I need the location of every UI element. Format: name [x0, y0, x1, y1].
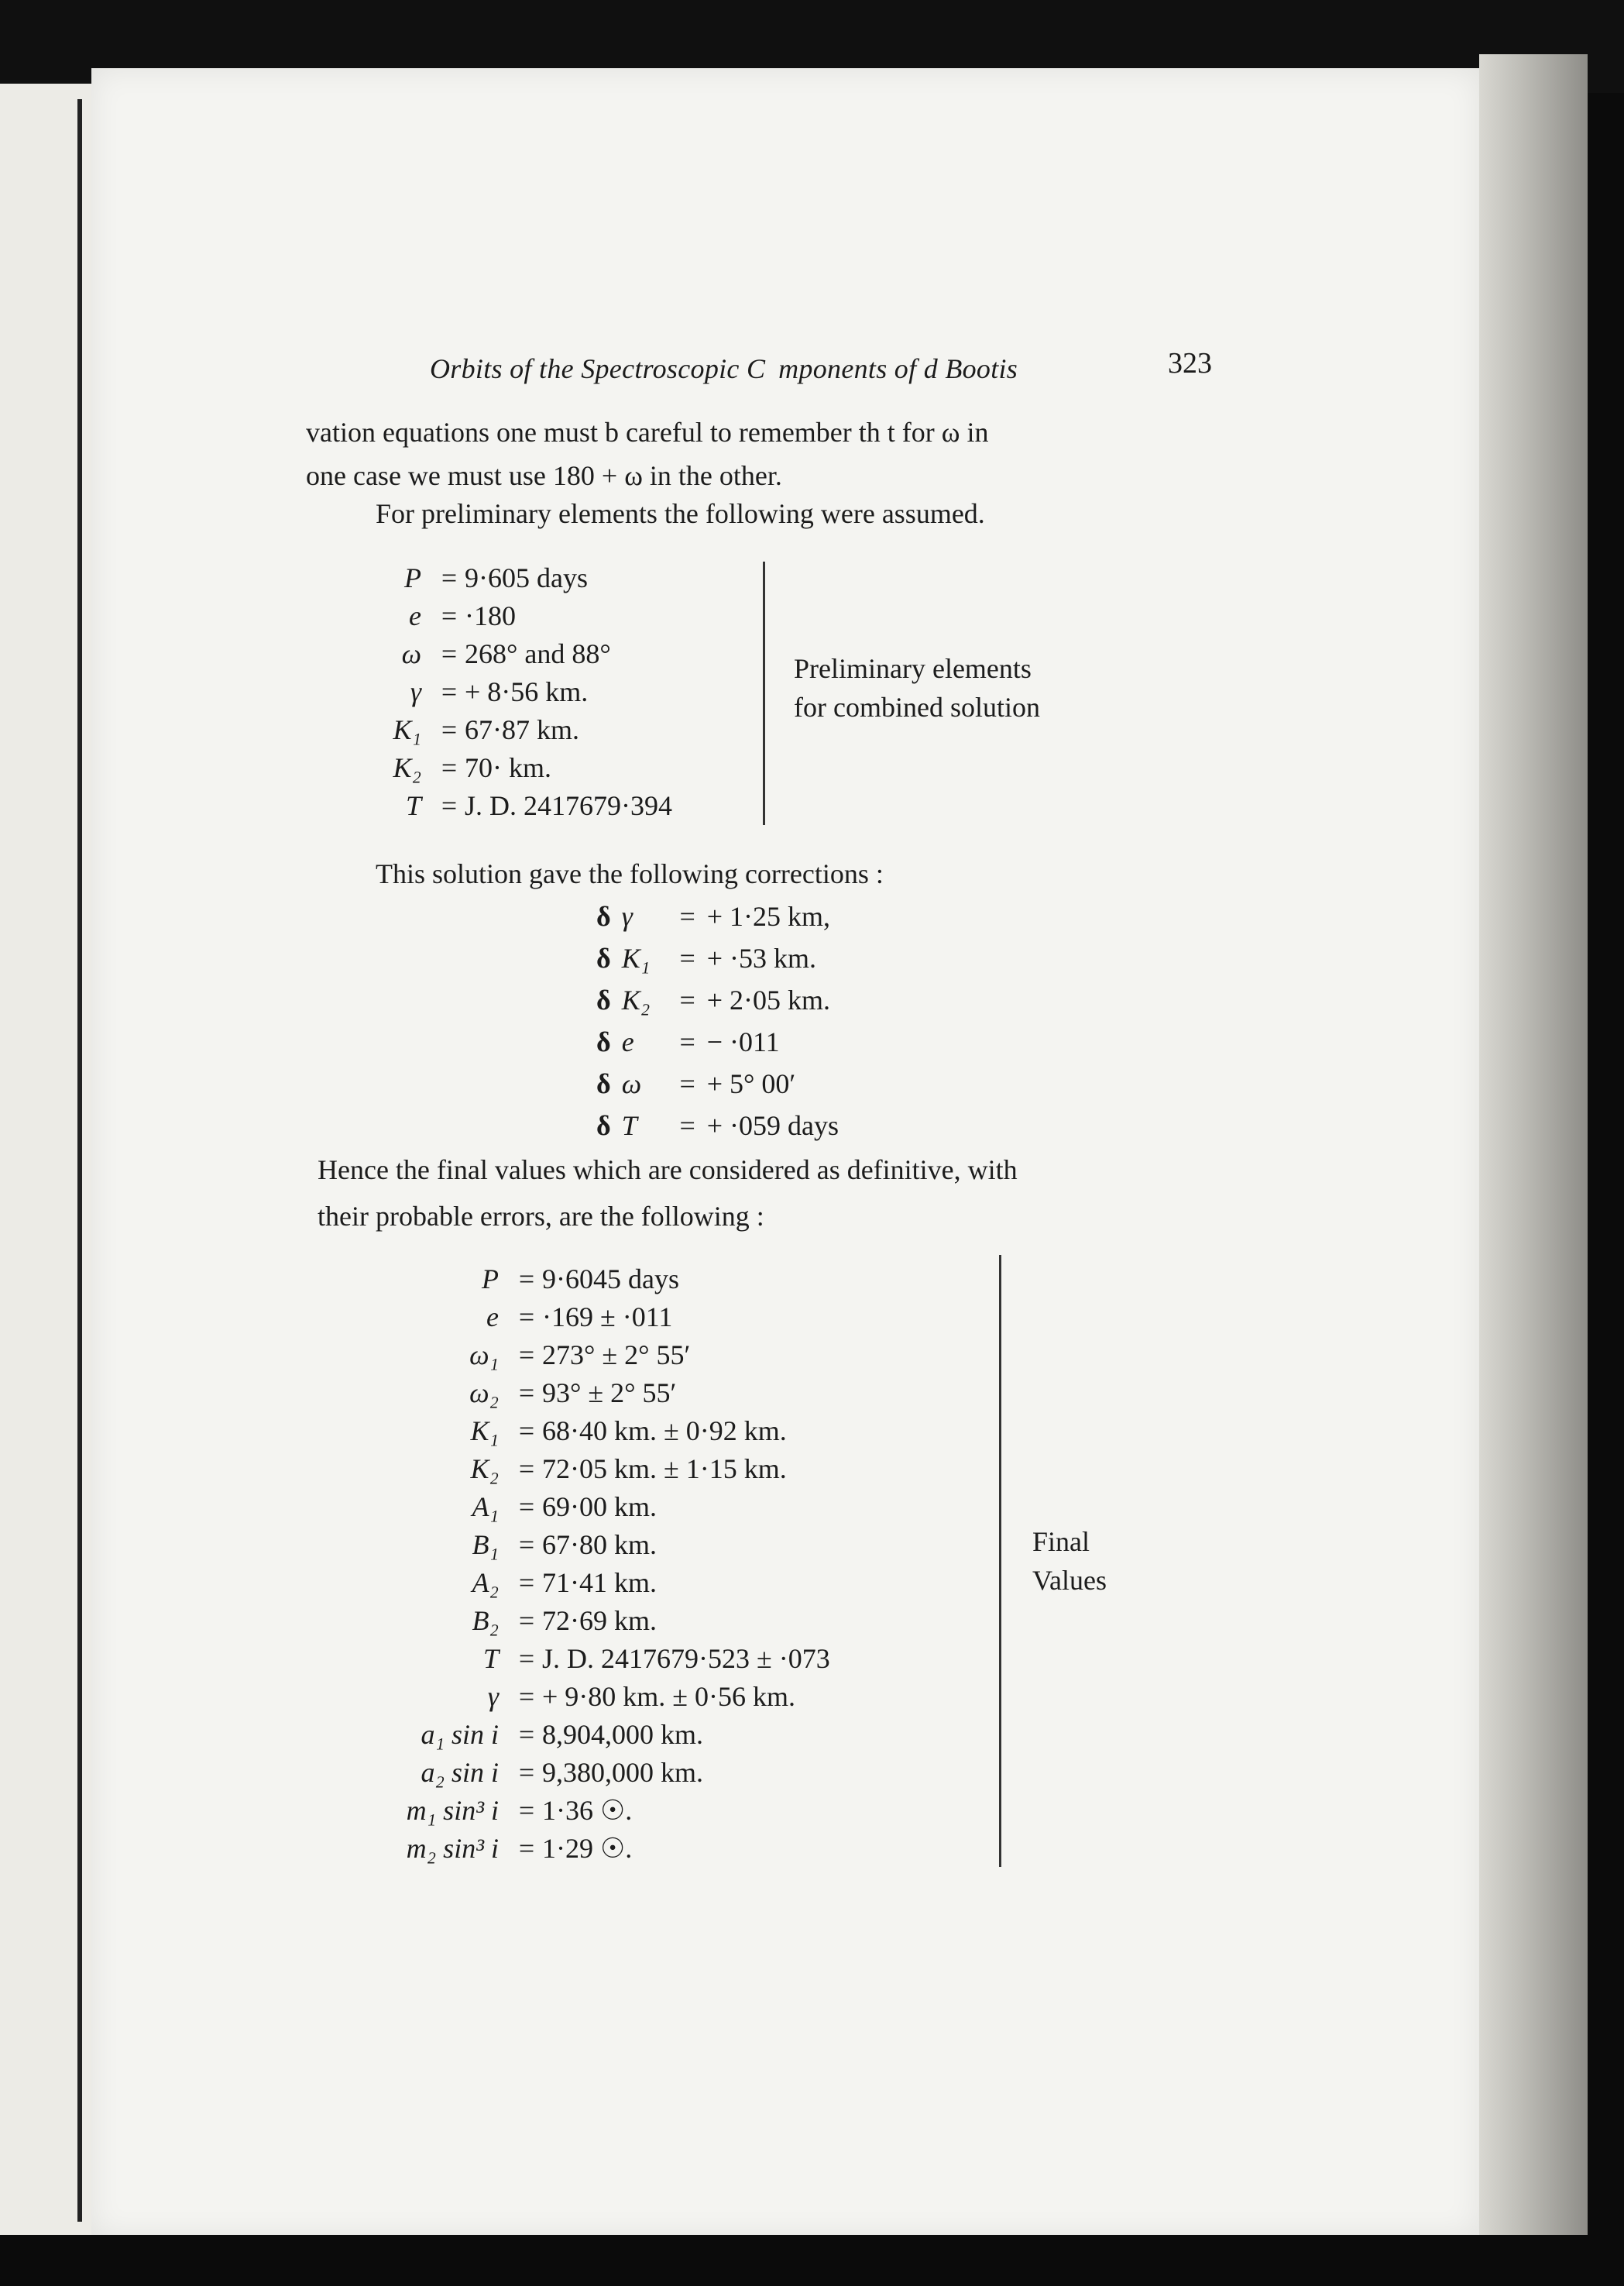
- equation-value: 67·87 km.: [465, 714, 579, 745]
- scan-bottom-border: [0, 2235, 1624, 2286]
- delta-symbol: δ: [596, 943, 611, 974]
- correction-value: + 2·05 km.: [706, 985, 830, 1016]
- equals-sign: =: [679, 901, 695, 932]
- equals-sign: =: [441, 562, 458, 593]
- equals-sign: =: [518, 1415, 535, 1446]
- correction-row: [596, 984, 830, 1016]
- equation-row: [393, 751, 551, 784]
- equals-sign: =: [518, 1453, 535, 1484]
- equation-value: + 8·56 km.: [465, 676, 589, 707]
- equals-sign: =: [518, 1567, 535, 1598]
- preliminary-brace: [763, 562, 765, 825]
- equation-row: [482, 1642, 830, 1675]
- binding-rule: [77, 99, 82, 2222]
- final-label-line: Final: [1032, 1526, 1090, 1557]
- equation-value: 273° ± 2° 55′: [542, 1339, 691, 1370]
- paragraph-final-intro: Hence the final values which are considered as definitive, with: [318, 1154, 1018, 1185]
- equals-sign: =: [518, 1719, 535, 1750]
- equals-sign: =: [518, 1301, 535, 1332]
- equals-sign: =: [518, 1833, 535, 1864]
- equation-value: 71·41 km.: [542, 1567, 657, 1598]
- equation-symbol: K₁: [470, 1415, 499, 1446]
- delta-symbol: δ: [596, 1026, 611, 1057]
- equation-symbol: m₂ sin³ i: [406, 1833, 499, 1864]
- equation-value: J. D. 2417679·394: [465, 790, 672, 821]
- equation-symbol: ω₂: [469, 1377, 499, 1408]
- equation-row: [421, 1718, 704, 1751]
- equals-sign: =: [441, 714, 458, 745]
- equals-sign: =: [441, 638, 458, 669]
- correction-row: [596, 1067, 795, 1100]
- equation-value: 72·69 km.: [542, 1605, 657, 1636]
- equation-value: 9,380,000 km.: [542, 1757, 704, 1788]
- equation-value: 9·605 days: [465, 562, 588, 593]
- equation-row: [472, 1566, 657, 1599]
- correction-row: [596, 1109, 839, 1142]
- equation-row: [469, 1377, 677, 1409]
- equation-symbol: P: [482, 1263, 499, 1294]
- equation-row: [470, 1452, 787, 1485]
- running-header: [430, 345, 1212, 391]
- equals-sign: =: [518, 1795, 535, 1826]
- correction-symbol: K₁: [621, 943, 651, 974]
- equals-sign: =: [441, 790, 458, 821]
- equation-symbol: γ: [410, 676, 421, 707]
- equation-row: [472, 1604, 657, 1637]
- correction-value: + ·53 km.: [706, 943, 816, 974]
- correction-symbol: K₂: [621, 985, 651, 1016]
- equation-row: [472, 1490, 657, 1523]
- equation-value: 1·29 ☉.: [542, 1833, 633, 1864]
- delta-symbol: δ: [596, 901, 611, 932]
- equals-sign: =: [441, 752, 458, 783]
- final-label: [1032, 1522, 1107, 1600]
- equals-sign: =: [679, 1026, 695, 1057]
- equation-row: [405, 789, 672, 822]
- equals-sign: =: [518, 1681, 535, 1712]
- equals-sign: =: [518, 1377, 535, 1408]
- equation-value: 69·00 km.: [542, 1491, 657, 1522]
- equation-symbol: P: [404, 562, 421, 593]
- equation-symbol: K₁: [393, 714, 421, 745]
- final-label-line: Values: [1032, 1565, 1107, 1596]
- equation-value: ·169 ± ·011: [542, 1301, 673, 1332]
- equation-symbol: ω₁: [469, 1339, 499, 1370]
- equation-value: ·180: [465, 600, 516, 631]
- paragraph-final-intro-2: their probable errors, are the following :: [318, 1201, 764, 1232]
- equation-value: J. D. 2417679·523 ± ·073: [542, 1643, 830, 1674]
- text-line: vation equations one must b careful to remember th t for ω in: [306, 417, 989, 448]
- equation-symbol: B₂: [472, 1605, 499, 1636]
- equation-row: [421, 1756, 704, 1789]
- equals-sign: =: [518, 1529, 535, 1560]
- equation-row: [409, 600, 516, 632]
- equation-value: 8,904,000 km.: [542, 1719, 704, 1750]
- equals-sign: =: [518, 1491, 535, 1522]
- delta-symbol: δ: [596, 1068, 611, 1099]
- equals-sign: =: [679, 985, 695, 1016]
- page-stack-edge: [1479, 54, 1588, 2239]
- correction-value: + 1·25 km,: [706, 901, 830, 932]
- page-number: 323: [1168, 347, 1212, 380]
- equals-sign: =: [679, 1110, 695, 1141]
- equation-symbol: e: [409, 600, 421, 631]
- delta-symbol: δ: [596, 985, 611, 1016]
- equals-sign: =: [518, 1757, 535, 1788]
- correction-row: [596, 942, 816, 975]
- preliminary-label-line: Preliminary elements: [794, 653, 1032, 684]
- running-title: Orbits of the Spectroscopic C mponents of d Bootis: [430, 353, 1018, 384]
- equation-symbol: K₂: [393, 752, 421, 783]
- equation-symbol: K₂: [470, 1453, 499, 1484]
- correction-value: − ·011: [706, 1026, 780, 1057]
- equation-value: 93° ± 2° 55′: [542, 1377, 677, 1408]
- preliminary-label-line: for combined solution: [794, 692, 1040, 723]
- text-line: one case we must use 180 + ω in the other.: [306, 460, 782, 491]
- preliminary-label: [794, 649, 1040, 727]
- equals-sign: =: [679, 1068, 695, 1099]
- equation-value: 268° and 88°: [465, 638, 611, 669]
- equation-row: [469, 1339, 691, 1371]
- equation-row: [404, 562, 588, 594]
- equals-sign: =: [679, 943, 695, 974]
- equation-row: [470, 1415, 787, 1447]
- equation-row: [486, 1301, 673, 1333]
- equation-symbol: a₁ sin i: [421, 1719, 499, 1750]
- equation-row: [401, 638, 611, 670]
- correction-value: + 5° 00′: [706, 1068, 796, 1099]
- correction-symbol: T: [621, 1110, 637, 1141]
- equation-row: [482, 1263, 679, 1295]
- equation-value: 70· km.: [465, 752, 551, 783]
- equation-value: 67·80 km.: [542, 1529, 657, 1560]
- equation-symbol: γ: [487, 1681, 499, 1712]
- equation-row: [472, 1528, 657, 1561]
- delta-symbol: δ: [596, 1110, 611, 1141]
- equation-symbol: e: [486, 1301, 499, 1332]
- correction-value: + ·059 days: [706, 1110, 839, 1141]
- equals-sign: =: [518, 1339, 535, 1370]
- equation-symbol: T: [405, 790, 421, 821]
- equation-value: 9·6045 days: [542, 1263, 679, 1294]
- equation-symbol: ω: [401, 638, 421, 669]
- equation-row: [410, 675, 589, 708]
- facing-page-edge: [0, 84, 94, 2237]
- equation-row: [406, 1794, 633, 1827]
- equation-row: [406, 1832, 633, 1865]
- equation-value: 68·40 km. ± 0·92 km.: [542, 1415, 787, 1446]
- equation-symbol: A₁: [472, 1491, 499, 1522]
- equals-sign: =: [441, 676, 458, 707]
- paragraph-preliminary-intro: For preliminary elements the following were assumed.: [376, 498, 985, 529]
- correction-row: [596, 900, 830, 933]
- correction-symbol: ω: [621, 1068, 642, 1099]
- correction-row: [596, 1026, 780, 1058]
- correction-symbol: γ: [621, 901, 633, 932]
- equation-row: [393, 713, 579, 746]
- equals-sign: =: [518, 1605, 535, 1636]
- equals-sign: =: [518, 1263, 535, 1294]
- equals-sign: =: [518, 1643, 535, 1674]
- equation-symbol: m₁ sin³ i: [406, 1795, 499, 1826]
- equation-symbol: B₁: [472, 1529, 499, 1560]
- correction-symbol: e: [621, 1026, 634, 1057]
- equation-value: 1·36 ☉.: [542, 1795, 633, 1826]
- equation-value: 72·05 km. ± 1·15 km.: [542, 1453, 787, 1484]
- equation-symbol: a₂ sin i: [421, 1757, 499, 1788]
- equation-symbol: T: [482, 1643, 499, 1674]
- paragraph-continuation: [306, 411, 988, 497]
- final-brace: [999, 1255, 1001, 1867]
- paragraph-corrections-intro: This solution gave the following corrections :: [376, 858, 884, 889]
- equals-sign: =: [441, 600, 458, 631]
- equation-value: + 9·80 km. ± 0·56 km.: [542, 1681, 796, 1712]
- equation-symbol: A₂: [472, 1567, 499, 1598]
- equation-row: [487, 1680, 796, 1713]
